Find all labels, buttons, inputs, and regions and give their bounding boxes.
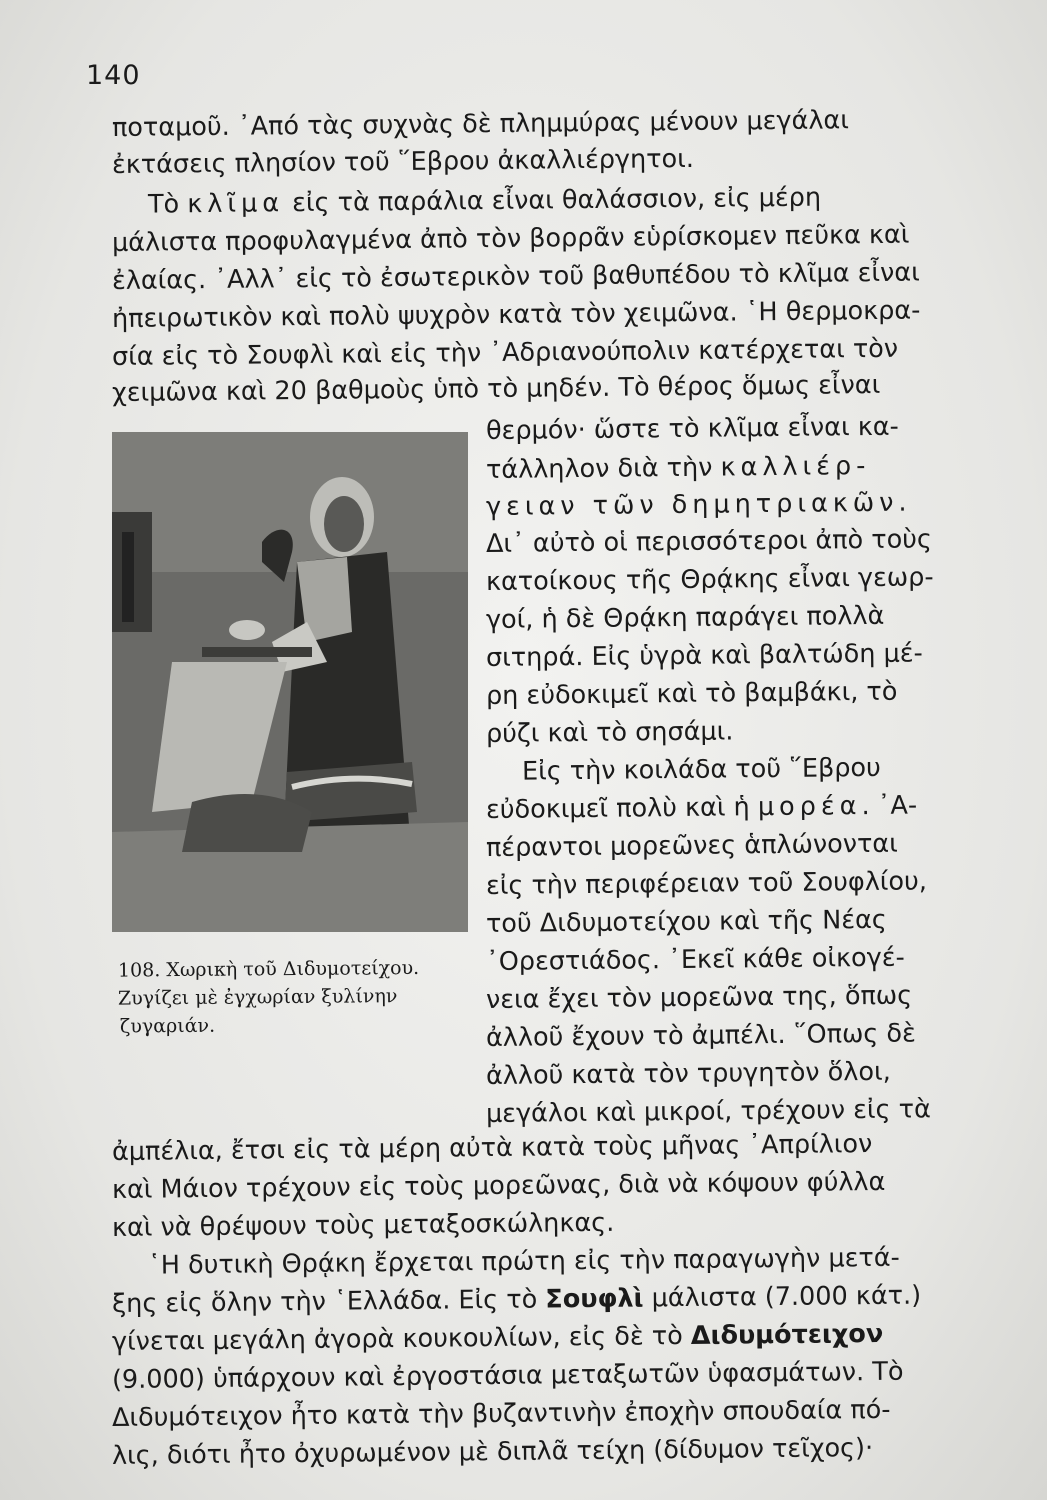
text-line: λις, διότι ἦτο ὀχυρωμένον μὲ διπλᾶ τείχη (δίδυμον τεῖχος)·	[111, 1433, 874, 1471]
text-line: ποταμοῦ. ᾿Από τὰς συχνὰς δὲ πλημμύρας μένουν μεγάλαι	[111, 105, 850, 143]
text-line: ἐλαίας. ᾿Αλλ᾿ εἰς τὸ ἐσωτερικὸν τοῦ βαθυπέδου τὸ κλῖμα εἶναι	[111, 257, 920, 296]
text-line: ῾Η δυτικὴ Θρᾴκη ἔρχεται πρώτη εἰς τὴν παραγωγὴν μετά-	[147, 1242, 900, 1281]
text-line: γειαν τῶν δημητριακῶν.	[485, 487, 912, 522]
text-line: μεγάλοι καὶ μικροί, τρέχουν εἰς τὰ	[485, 1094, 931, 1129]
text-line: νεια ἔχει τὸν μορεῶνα της, ὅπως	[485, 980, 913, 1015]
page-number: 140	[86, 60, 141, 91]
text-line: πέραντοι μορεῶνες ἁπλώνονται	[485, 828, 898, 863]
photo-village-woman	[112, 432, 468, 932]
photo-illustration	[112, 432, 468, 932]
text-line: Διδυμότειχον ἦτο κατὰ τὴν βυζαντινὴν ἐποχὴν σπουδαία πό-	[111, 1394, 891, 1433]
text-line: ᾿Ορεστιάδος. ᾿Εκεῖ κάθε οἰκογέ-	[485, 942, 905, 977]
text-line: εἰς τὴν περιφέρειαν τοῦ Σουφλίου,	[485, 866, 928, 901]
text-line: ἀλλοῦ ἔχουν τὸ ἀμπέλι. ῞Οπως δὲ	[485, 1018, 916, 1053]
text-line: Δι᾿ αὐτὸ οἱ περισσότεροι ἀπὸ τοὺς	[485, 524, 933, 559]
text-line: τάλληλον διὰ τὴν καλλιέρ-	[485, 450, 871, 485]
text-line: (9.000) ὑπάρχουν καὶ ἐργοστάσια μεταξωτῶν ὑφασμάτων. Τὸ	[111, 1356, 904, 1395]
text-line: ἀλλοῦ κατὰ τὸν τρυγητὸν ὅλοι,	[485, 1056, 891, 1091]
text-line: γοί, ἡ δὲ Θρᾴκη παράγει πολλὰ	[485, 600, 885, 635]
figure-number: 108.	[117, 959, 161, 982]
text-line: ρύζι καὶ τὸ σησάμι.	[485, 716, 734, 749]
text-line: εὐδοκιμεῖ πολὺ καὶ ἡ μορέα. ᾿Α-	[485, 790, 918, 825]
text-line: ἠπειρωτικὸν καὶ πολὺ ψυχρὸν κατὰ τὸν χειμῶνα. ῾Η θερμοκρα-	[111, 295, 921, 334]
text-line: θερμόν· ὥστε τὸ κλῖμα εἶναι κα-	[485, 411, 899, 446]
text-line: σία εἰς τὸ Σουφλὶ καὶ εἰς τὴν ᾿Αδριανούπολιν κατέρχεται τὸν	[111, 333, 899, 372]
text-line: κατοίκους τῆς Θρᾴκης εἶναι γεωρ-	[485, 562, 934, 597]
text-line: μάλιστα προφυλαγμένα ἀπὸ τὸν βορρᾶν εὑρίσκομεν πεῦκα καὶ	[111, 219, 910, 258]
figure-caption: 108. Χωρικὴ τοῦ Διδυμοτείχου. Ζυγίζει μὲ ἐγχωρίαν ξυλίνην ζυγαριάν.	[117, 956, 420, 1038]
text-line: ἀμπέλια, ἔτσι εἰς τὰ μέρη αὐτὰ κατὰ τοὺς μῆνας ᾿Απρίλιον	[111, 1129, 873, 1167]
text-line: χειμῶνα καὶ 20 βαθμοὺς ὑπὸ τὸ μηδέν. Τὸ θέρος ὅμως εἶναι	[111, 369, 881, 408]
text-line: καὶ Μάιον τρέχουν εἰς τοὺς μορεῶνας, διὰ νὰ κόψουν φύλλα	[111, 1166, 886, 1205]
text-line: Εἰς τὴν κοιλάδα τοῦ ῞Εβρου	[521, 752, 881, 787]
text-line: ἐκτάσεις πλησίον τοῦ ῞Εβρου ἀκαλλιέργητοι.	[111, 143, 695, 180]
text-line: καὶ νὰ θρέψουν τοὺς μεταξοσκώληκας.	[111, 1207, 615, 1243]
text-line: ξης εἰς ὅλην τὴν ῾Ελλάδα. Εἰς τὸ Σουφλὶ μάλιστα (7.000 κάτ.)	[111, 1280, 922, 1319]
text-line: Τὸ κλῖμα εἰς τὰ παράλια εἶναι θαλάσσιον, εἰς μέρη	[147, 182, 822, 220]
text-line: σιτηρά. Εἰς ὑγρὰ καὶ βαλτώδη μέ-	[485, 638, 923, 673]
text-line: γίνεται μεγάλη ἀγορὰ κουκουλίων, εἰς δὲ τὸ Διδυμότειχον	[111, 1318, 884, 1357]
text-line: τοῦ Διδυμοτείχου καὶ τῆς Νέας	[485, 904, 887, 939]
text-line: ρη εὐδοκιμεῖ καὶ τὸ βαμβάκι, τὸ	[485, 676, 898, 711]
